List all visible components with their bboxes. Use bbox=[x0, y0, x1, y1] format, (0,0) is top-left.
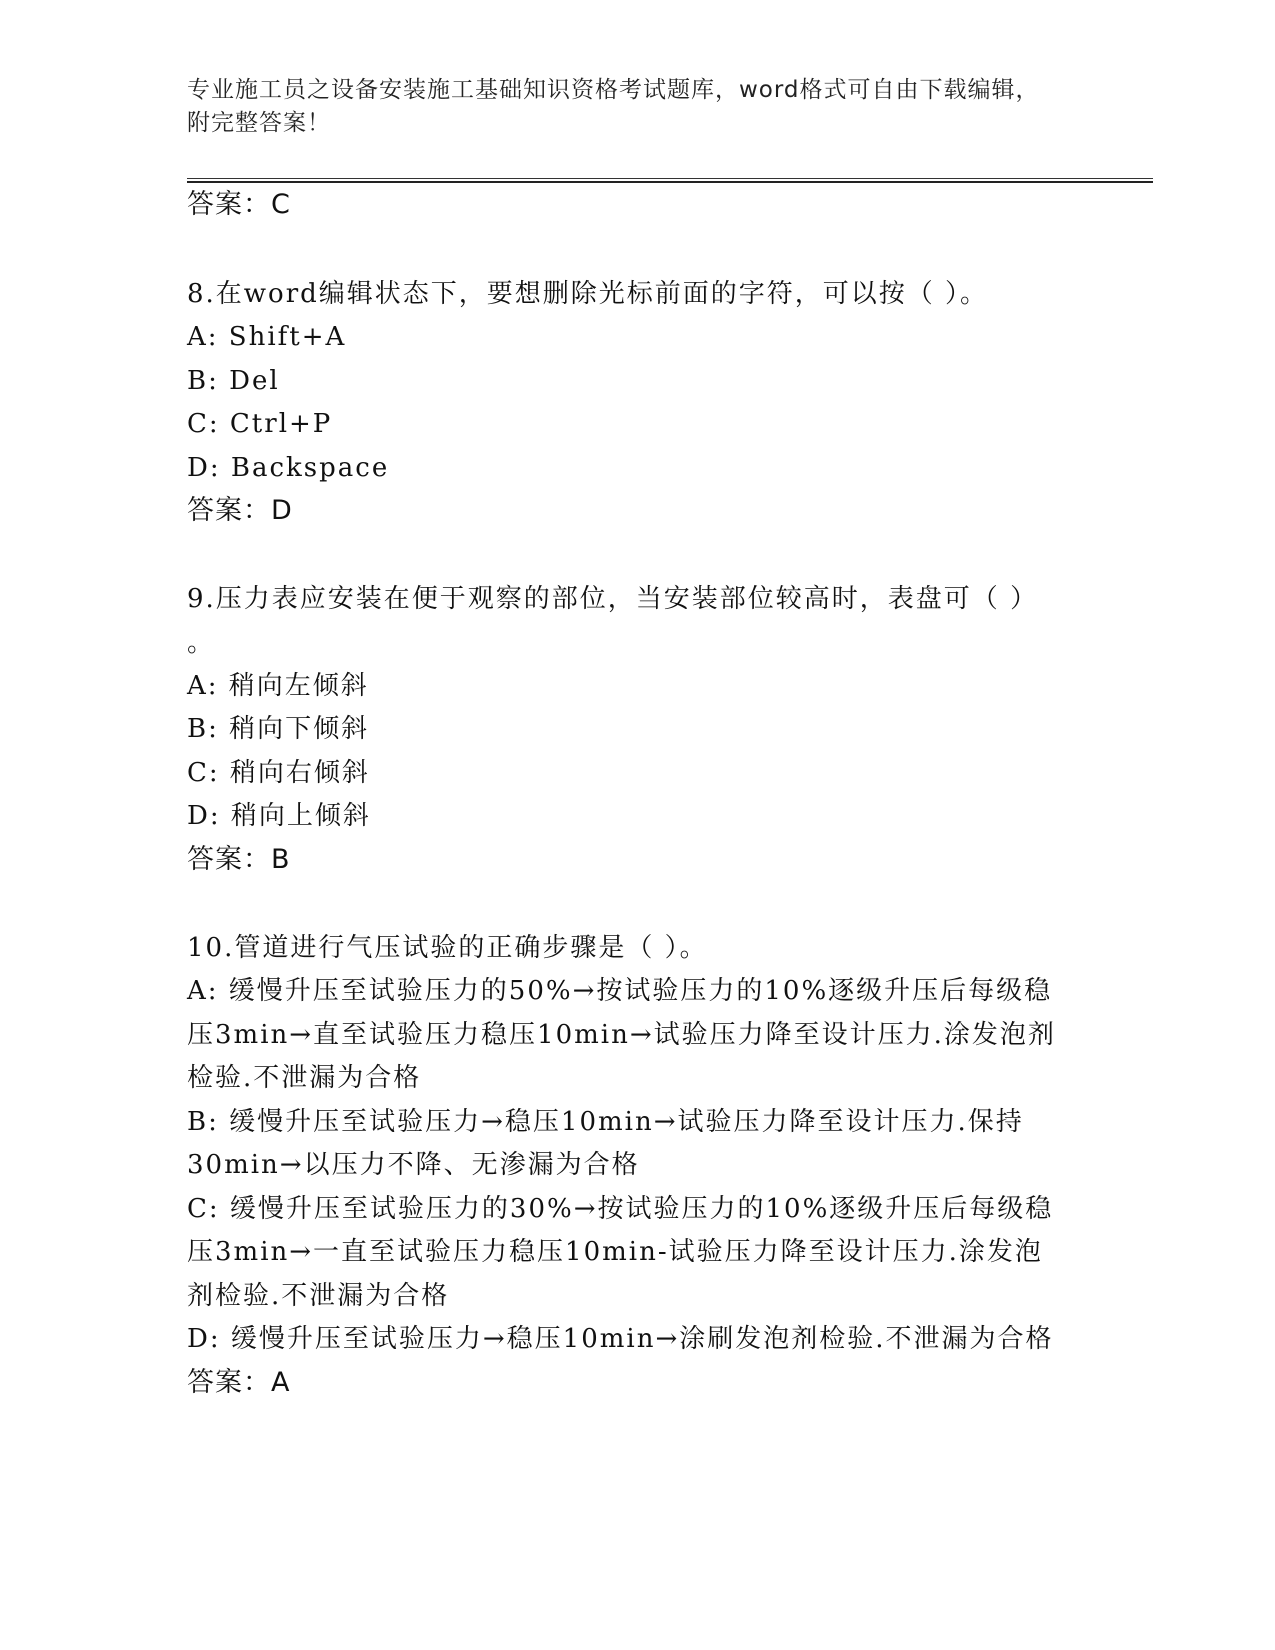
question-9-option-a: A: 稍向左倾斜 bbox=[187, 671, 369, 701]
question-8-option-d: D: Backspace bbox=[187, 453, 390, 483]
previous-answer: 答案：C bbox=[187, 189, 291, 220]
question-10-option-b-line-1: B: 缓慢升压至试验压力→稳压10min→试验压力降至设计压力.保持 bbox=[187, 1107, 1024, 1137]
question-9-stem-line-1: 9.压力表应安装在便于观察的部位，当安装部位较高时，表盘可（ ） bbox=[187, 584, 1039, 614]
document-header bbox=[187, 74, 1067, 140]
header-line-1: 专业施工员之设备安装施工基础知识资格考试题库，word格式可自由下载编辑， bbox=[187, 77, 1040, 103]
question-10-option-c-line-2: 压3min→一直至试验压力稳压10min-试验压力降至设计压力.涂发泡 bbox=[187, 1237, 1043, 1267]
question-8-option-a: A: Shift+A bbox=[187, 322, 347, 352]
header-divider-thin bbox=[187, 178, 1153, 179]
question-10-stem: 10.管道进行气压试验的正确步骤是（ ）。 bbox=[187, 933, 708, 963]
question-8-option-c: C: Ctrl+P bbox=[187, 409, 333, 439]
header-divider-thick bbox=[187, 181, 1153, 183]
question-9-option-b: B: 稍向下倾斜 bbox=[187, 714, 370, 744]
question-9-option-d: D: 稍向上倾斜 bbox=[187, 801, 371, 831]
header-line-2: 附完整答案！ bbox=[187, 110, 331, 136]
question-10-option-b-line-2: 30min→以压力不降、无渗漏为合格 bbox=[187, 1150, 640, 1180]
question-8-answer: 答案：D bbox=[187, 495, 293, 526]
question-10-option-a-line-2: 压3min→直至试验压力稳压10min→试验压力降至设计压力.涂发泡剂 bbox=[187, 1020, 1056, 1050]
question-9-option-c: C: 稍向右倾斜 bbox=[187, 758, 370, 788]
question-10-option-c-line-1: C: 缓慢升压至试验压力的30%→按试验压力的10%逐级升压后每级稳 bbox=[187, 1194, 1054, 1224]
question-8-stem: 8.在word编辑状态下，要想删除光标前面的字符，可以按（ ）。 bbox=[187, 279, 989, 309]
question-10-option-d-line-1: D: 缓慢升压至试验压力→稳压10min→涂刷发泡剂检验.不泄漏为合格 bbox=[187, 1324, 1054, 1354]
question-10-option-c-line-3: 剂检验.不泄漏为合格 bbox=[187, 1281, 450, 1311]
question-10-answer: 答案：A bbox=[187, 1367, 291, 1398]
question-10-option-a-line-3: 检验.不泄漏为合格 bbox=[187, 1063, 422, 1093]
question-10-option-a-line-1: A: 缓慢升压至试验压力的50%→按试验压力的10%逐级升压后每级稳 bbox=[187, 976, 1053, 1006]
question-8-option-b: B: Del bbox=[187, 366, 280, 396]
question-9-stem-line-2: 。 bbox=[187, 628, 216, 658]
question-9-answer: 答案：B bbox=[187, 844, 291, 875]
